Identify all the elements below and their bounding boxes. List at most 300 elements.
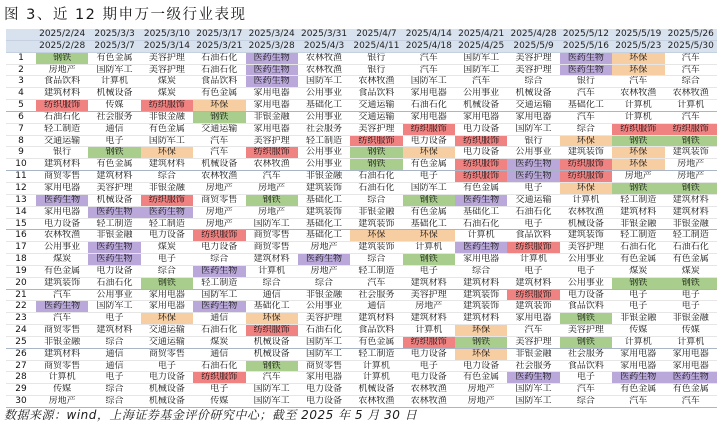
industry-cell: 医药生物 bbox=[246, 64, 298, 76]
table-row bbox=[6, 194, 717, 206]
industry-cell: 房地产 bbox=[298, 242, 350, 254]
industry-cell: 国防军工 bbox=[455, 52, 507, 64]
industry-cell: 医药生物 bbox=[665, 372, 718, 384]
industry-cell: 通信 bbox=[88, 348, 140, 360]
industry-cell: 家用电器 bbox=[403, 88, 455, 100]
industry-cell: 煤炭 bbox=[141, 88, 193, 100]
industry-cell: 电子 bbox=[88, 313, 140, 325]
industry-cell: 银行 bbox=[350, 52, 402, 64]
industry-cell: 非银金融 bbox=[507, 348, 559, 360]
industry-cell: 电子 bbox=[560, 372, 612, 384]
industry-cell: 建筑材料 bbox=[403, 313, 455, 325]
industry-cell: 汽车 bbox=[193, 147, 245, 159]
period-end-header: 2025/5/23 bbox=[612, 40, 664, 52]
table-row bbox=[6, 360, 717, 372]
industry-cell: 电力设备 bbox=[298, 384, 350, 396]
industry-cell: 电子 bbox=[665, 289, 718, 301]
industry-cell: 公用事业 bbox=[507, 147, 559, 159]
industry-cell: 银行 bbox=[350, 64, 402, 76]
industry-cell: 公用事业 bbox=[298, 301, 350, 313]
industry-cell: 有色金属 bbox=[455, 372, 507, 384]
industry-cell: 国防军工 bbox=[246, 396, 298, 408]
industry-cell: 综合 bbox=[298, 277, 350, 289]
industry-cell: 电子 bbox=[88, 372, 140, 384]
industry-cell: 非银金融 bbox=[141, 182, 193, 194]
industry-cell: 社会服务 bbox=[560, 348, 612, 360]
industry-cell: 非银金融 bbox=[246, 111, 298, 123]
period-start-header: 2025/5/19 bbox=[612, 29, 664, 40]
industry-cell: 交通运输 bbox=[507, 100, 559, 112]
industry-cell: 石油石化 bbox=[36, 111, 88, 123]
industry-cell: 房地产 bbox=[455, 384, 507, 396]
industry-cell: 电力设备 bbox=[193, 242, 245, 254]
industry-cell: 国防军工 bbox=[403, 76, 455, 88]
industry-cell: 建筑材料 bbox=[36, 159, 88, 171]
industry-cell: 综合 bbox=[141, 265, 193, 277]
period-start-header: 2025/2/24 bbox=[36, 29, 88, 40]
industry-cell: 社会服务 bbox=[298, 123, 350, 135]
industry-cell: 轻工制造 bbox=[36, 123, 88, 135]
rank-cell: 2 bbox=[6, 64, 36, 76]
industry-cell: 公用事业 bbox=[560, 254, 612, 266]
table-row bbox=[6, 100, 717, 112]
industry-cell: 电力设备 bbox=[88, 265, 140, 277]
industry-cell: 非银金融 bbox=[665, 313, 718, 325]
industry-cell: 家用电器 bbox=[612, 348, 664, 360]
industry-cell: 石油石化 bbox=[350, 182, 402, 194]
industry-cell: 医药生物 bbox=[193, 265, 245, 277]
industry-cell: 医药生物 bbox=[36, 194, 88, 206]
industry-cell: 建筑材料 bbox=[88, 325, 140, 337]
industry-cell: 钢铁 bbox=[403, 254, 455, 266]
industry-cell: 电子 bbox=[403, 171, 455, 183]
industry-cell: 房地产 bbox=[246, 206, 298, 218]
industry-cell: 建筑材料 bbox=[350, 313, 402, 325]
industry-cell: 农林牧渔 bbox=[560, 206, 612, 218]
industry-cell: 建筑装饰 bbox=[665, 147, 718, 159]
industry-cell: 电子 bbox=[403, 265, 455, 277]
industry-cell: 农林牧渔 bbox=[246, 159, 298, 171]
industry-cell: 建筑装饰 bbox=[560, 147, 612, 159]
industry-cell: 汽车 bbox=[560, 88, 612, 100]
industry-cell: 房地产 bbox=[36, 64, 88, 76]
period-end-header: 2025/4/25 bbox=[455, 40, 507, 52]
industry-cell: 环保 bbox=[612, 64, 664, 76]
rank-header-blank bbox=[6, 29, 36, 40]
industry-cell: 石油石化 bbox=[403, 100, 455, 112]
industry-cell: 商贸零售 bbox=[36, 171, 88, 183]
period-end-header: 2025/5/30 bbox=[665, 40, 718, 52]
table-row bbox=[6, 135, 717, 147]
industry-cell: 汽车 bbox=[612, 396, 664, 408]
industry-cell: 石油石化 bbox=[193, 52, 245, 64]
industry-cell: 纺织服饰 bbox=[507, 289, 559, 301]
industry-cell: 纺织服饰 bbox=[455, 135, 507, 147]
period-end-header: 2025/5/9 bbox=[507, 40, 559, 52]
table-row bbox=[6, 336, 717, 348]
table-row bbox=[6, 289, 717, 301]
industry-cell: 电力设备 bbox=[560, 289, 612, 301]
industry-cell: 建筑材料 bbox=[88, 171, 140, 183]
period-start-header: 2025/4/14 bbox=[403, 29, 455, 40]
period-end-header: 2025/4/11 bbox=[350, 40, 402, 52]
industry-cell: 建筑装饰 bbox=[350, 242, 402, 254]
industry-cell: 商贸零售 bbox=[246, 230, 298, 242]
industry-cell: 交通运输 bbox=[350, 100, 402, 112]
industry-cell: 通信 bbox=[88, 123, 140, 135]
industry-cell: 电子 bbox=[560, 265, 612, 277]
industry-cell: 家用电器 bbox=[36, 206, 88, 218]
industry-cell: 机械设备 bbox=[246, 336, 298, 348]
industry-cell: 美容护理 bbox=[507, 336, 559, 348]
industry-cell: 建筑装饰 bbox=[455, 301, 507, 313]
industry-cell: 商贸零售 bbox=[36, 360, 88, 372]
period-end-header: 2025/5/16 bbox=[560, 40, 612, 52]
industry-cell: 计算机 bbox=[403, 325, 455, 337]
industry-cell: 电力设备 bbox=[36, 218, 88, 230]
industry-cell: 公用事业 bbox=[298, 111, 350, 123]
rank-cell: 20 bbox=[6, 277, 36, 289]
rank-cell: 8 bbox=[6, 135, 36, 147]
industry-cell: 医药生物 bbox=[141, 206, 193, 218]
industry-cell: 环保 bbox=[246, 313, 298, 325]
industry-cell: 房地产 bbox=[246, 182, 298, 194]
industry-cell: 汽车 bbox=[560, 384, 612, 396]
industry-cell: 建筑装饰 bbox=[36, 277, 88, 289]
industry-cell: 煤炭 bbox=[36, 254, 88, 266]
industry-cell: 基础化工 bbox=[298, 194, 350, 206]
industry-cell: 建筑材料 bbox=[455, 313, 507, 325]
industry-cell: 轻工制造 bbox=[193, 277, 245, 289]
industry-cell: 有色金属 bbox=[665, 384, 718, 396]
industry-cell: 有色金属 bbox=[612, 254, 664, 266]
period-end-header: 2025/4/18 bbox=[403, 40, 455, 52]
industry-cell: 建筑装饰 bbox=[350, 218, 402, 230]
table-row bbox=[6, 159, 717, 171]
industry-cell: 环保 bbox=[612, 52, 664, 64]
industry-cell: 非银金融 bbox=[350, 206, 402, 218]
industry-cell: 基础化工 bbox=[298, 100, 350, 112]
industry-cell: 石油石化 bbox=[455, 218, 507, 230]
industry-cell: 公用事业 bbox=[455, 88, 507, 100]
industry-cell: 机械设备 bbox=[141, 396, 193, 408]
industry-cell: 医药生物 bbox=[88, 242, 140, 254]
industry-cell: 综合 bbox=[350, 194, 402, 206]
industry-cell: 公用事业 bbox=[298, 147, 350, 159]
industry-cell: 钢铁 bbox=[246, 194, 298, 206]
industry-cell: 房地产 bbox=[193, 182, 245, 194]
rank-cell: 3 bbox=[6, 76, 36, 88]
industry-cell: 通信 bbox=[193, 348, 245, 360]
industry-cell: 国防军工 bbox=[403, 182, 455, 194]
industry-cell: 环保 bbox=[350, 230, 402, 242]
industry-cell: 电力设备 bbox=[141, 372, 193, 384]
industry-cell: 综合 bbox=[88, 396, 140, 408]
industry-cell: 计算机 bbox=[507, 254, 559, 266]
industry-cell: 有色金属 bbox=[612, 384, 664, 396]
industry-cell: 食品饮料 bbox=[36, 76, 88, 88]
industry-cell: 建筑材料 bbox=[612, 206, 664, 218]
figure-title: 图 3、近 12 期申万一级行业表现 bbox=[4, 7, 247, 23]
industry-cell: 石油石化 bbox=[507, 206, 559, 218]
industry-cell: 公用事业 bbox=[298, 88, 350, 100]
table-body bbox=[6, 52, 717, 407]
industry-cell: 国防军工 bbox=[141, 135, 193, 147]
period-start-header: 2025/4/21 bbox=[455, 29, 507, 40]
period-start-header: 2025/3/17 bbox=[193, 29, 245, 40]
industry-cell: 汽车 bbox=[403, 52, 455, 64]
industry-cell: 轻工制造 bbox=[612, 194, 664, 206]
industry-cell: 纺织服饰 bbox=[246, 325, 298, 337]
industry-cell: 建筑材料 bbox=[246, 254, 298, 266]
industry-cell: 钢铁 bbox=[403, 194, 455, 206]
period-end-header: 2025/3/21 bbox=[193, 40, 245, 52]
industry-cell: 传媒 bbox=[193, 396, 245, 408]
industry-cell: 传媒 bbox=[88, 100, 140, 112]
industry-cell: 建筑装饰 bbox=[507, 301, 559, 313]
industry-cell: 建筑装饰 bbox=[298, 182, 350, 194]
industry-cell: 机械设备 bbox=[455, 100, 507, 112]
rank-cell: 11 bbox=[6, 171, 36, 183]
industry-cell: 环保 bbox=[612, 147, 664, 159]
industry-cell: 纺织服饰 bbox=[455, 171, 507, 183]
industry-cell: 传媒 bbox=[36, 384, 88, 396]
industry-cell: 通信 bbox=[246, 289, 298, 301]
table-row bbox=[6, 111, 717, 123]
industry-cell: 汽车 bbox=[36, 313, 88, 325]
header-row-start bbox=[6, 29, 717, 40]
industry-cell: 有色金属 bbox=[88, 52, 140, 64]
industry-cell: 电子 bbox=[141, 254, 193, 266]
industry-cell: 基础化工 bbox=[298, 218, 350, 230]
industry-cell: 医药生物 bbox=[36, 301, 88, 313]
industry-cell: 纺织服饰 bbox=[141, 194, 193, 206]
industry-cell: 非银金融 bbox=[298, 289, 350, 301]
industry-cell: 纺织服饰 bbox=[193, 230, 245, 242]
industry-cell: 石油石化 bbox=[193, 325, 245, 337]
industry-cell: 家用电器 bbox=[403, 111, 455, 123]
industry-cell: 家用电器 bbox=[455, 254, 507, 266]
industry-cell: 汽车 bbox=[455, 76, 507, 88]
industry-cell: 传媒 bbox=[665, 325, 718, 337]
rank-cell: 17 bbox=[6, 242, 36, 254]
industry-cell: 社会服务 bbox=[88, 111, 140, 123]
industry-cell: 综合 bbox=[88, 384, 140, 396]
industry-cell: 家用电器 bbox=[36, 182, 88, 194]
industry-cell: 交通运输 bbox=[141, 325, 193, 337]
industry-cell: 环保 bbox=[193, 100, 245, 112]
industry-cell: 钢铁 bbox=[560, 336, 612, 348]
table-row bbox=[6, 372, 717, 384]
industry-cell: 纺织服饰 bbox=[507, 242, 559, 254]
industry-cell: 汽车 bbox=[246, 171, 298, 183]
industry-cell: 环保 bbox=[612, 159, 664, 171]
table-row bbox=[6, 218, 717, 230]
industry-cell: 房地产 bbox=[36, 396, 88, 408]
table-row bbox=[6, 182, 717, 194]
industry-cell: 环保 bbox=[403, 230, 455, 242]
table-row bbox=[6, 265, 717, 277]
table-row bbox=[6, 313, 717, 325]
industry-cell: 轻工制造 bbox=[298, 135, 350, 147]
industry-cell: 汽车 bbox=[612, 76, 664, 88]
industry-cell: 房地产 bbox=[193, 218, 245, 230]
industry-cell: 商贸零售 bbox=[298, 360, 350, 372]
industry-cell: 钢铁 bbox=[455, 336, 507, 348]
industry-cell: 电子 bbox=[88, 135, 140, 147]
period-start-header: 2025/4/28 bbox=[507, 29, 559, 40]
industry-cell: 计算机 bbox=[665, 100, 718, 112]
industry-cell: 社会服务 bbox=[507, 360, 559, 372]
industry-cell: 有色金属 bbox=[141, 123, 193, 135]
industry-cell: 环保 bbox=[455, 348, 507, 360]
industry-cell: 美容护理 bbox=[560, 242, 612, 254]
period-start-header: 2025/3/3 bbox=[88, 29, 140, 40]
industry-cell: 煤炭 bbox=[193, 336, 245, 348]
industry-cell: 房地产 bbox=[455, 396, 507, 408]
industry-cell: 房地产 bbox=[612, 171, 664, 183]
industry-cell: 有色金属 bbox=[455, 182, 507, 194]
industry-cell: 纺织服饰 bbox=[612, 123, 664, 135]
period-end-header: 2025/3/7 bbox=[88, 40, 140, 52]
industry-cell: 汽车 bbox=[350, 277, 402, 289]
industry-cell: 食品饮料 bbox=[560, 301, 612, 313]
industry-cell: 建筑材料 bbox=[665, 206, 718, 218]
industry-cell: 家用电器 bbox=[298, 372, 350, 384]
table-row bbox=[6, 325, 717, 337]
industry-cell: 医药生物 bbox=[298, 254, 350, 266]
industry-cell: 国防军工 bbox=[507, 123, 559, 135]
industry-cell: 食品饮料 bbox=[507, 230, 559, 242]
industry-cell: 汽车 bbox=[665, 64, 718, 76]
table-row bbox=[6, 277, 717, 289]
industry-cell: 钢铁 bbox=[88, 147, 140, 159]
industry-cell: 纺织服饰 bbox=[560, 159, 612, 171]
industry-cell: 计算机 bbox=[350, 372, 402, 384]
industry-cell: 电力设备 bbox=[403, 348, 455, 360]
rank-cell: 26 bbox=[6, 348, 36, 360]
industry-cell: 医药生物 bbox=[455, 242, 507, 254]
industry-cell: 石油石化 bbox=[193, 64, 245, 76]
industry-cell: 房地产 bbox=[298, 265, 350, 277]
industry-cell: 国防军工 bbox=[507, 384, 559, 396]
industry-cell: 计算机 bbox=[246, 265, 298, 277]
industry-cell: 家用电器 bbox=[665, 360, 718, 372]
industry-cell: 银行 bbox=[560, 76, 612, 88]
rank-cell: 5 bbox=[6, 100, 36, 112]
industry-cell: 商贸零售 bbox=[36, 325, 88, 337]
period-start-header: 2025/5/26 bbox=[665, 29, 718, 40]
industry-cell: 医药生物 bbox=[507, 159, 559, 171]
industry-cell: 非银金融 bbox=[36, 336, 88, 348]
industry-cell: 汽车 bbox=[665, 396, 718, 408]
industry-cell: 商贸零售 bbox=[246, 242, 298, 254]
industry-cell: 电子 bbox=[403, 360, 455, 372]
table-row bbox=[6, 242, 717, 254]
industry-cell: 电子 bbox=[193, 384, 245, 396]
industry-cell: 美容护理 bbox=[141, 64, 193, 76]
industry-cell: 食品饮料 bbox=[350, 325, 402, 337]
table-row bbox=[6, 64, 717, 76]
industry-cell: 电力设备 bbox=[455, 123, 507, 135]
industry-cell: 汽车 bbox=[246, 372, 298, 384]
industry-cell: 建筑材料 bbox=[141, 159, 193, 171]
industry-cell: 公用事业 bbox=[36, 242, 88, 254]
industry-cell: 石油石化 bbox=[665, 242, 718, 254]
industry-cell: 国防军工 bbox=[246, 218, 298, 230]
source-note: 数据来源：wind，上海证券基金评价研究中心；截至 2025 年 5 月 30 日 bbox=[4, 408, 418, 422]
industry-cell: 食品饮料 bbox=[350, 88, 402, 100]
table-row bbox=[6, 301, 717, 313]
industry-cell: 非银金融 bbox=[298, 171, 350, 183]
industry-cell: 食品饮料 bbox=[193, 76, 245, 88]
industry-cell: 综合 bbox=[560, 396, 612, 408]
industry-cell: 钢铁 bbox=[141, 277, 193, 289]
industry-cell: 公用事业 bbox=[88, 289, 140, 301]
industry-cell: 综合 bbox=[560, 123, 612, 135]
period-start-header: 2025/3/24 bbox=[246, 29, 298, 40]
industry-cell: 计算机 bbox=[403, 242, 455, 254]
industry-cell: 电力设备 bbox=[298, 396, 350, 408]
industry-cell: 医药生物 bbox=[246, 76, 298, 88]
industry-cell: 国防军工 bbox=[88, 301, 140, 313]
industry-cell: 钢铁 bbox=[350, 147, 402, 159]
industry-cell: 非银金融 bbox=[141, 111, 193, 123]
period-start-header: 2025/5/12 bbox=[560, 29, 612, 40]
industry-cell: 农林牧渔 bbox=[350, 396, 402, 408]
industry-cell: 环保 bbox=[141, 313, 193, 325]
industry-cell: 公用事业 bbox=[560, 277, 612, 289]
industry-cell: 机械设备 bbox=[560, 218, 612, 230]
industry-cell: 汽车 bbox=[507, 325, 559, 337]
industry-cell: 国防军工 bbox=[298, 336, 350, 348]
industry-cell: 轻工制造 bbox=[350, 348, 402, 360]
industry-cell: 电子 bbox=[612, 289, 664, 301]
table-row bbox=[6, 88, 717, 100]
industry-cell: 农林牧渔 bbox=[298, 64, 350, 76]
industry-cell: 建筑材料 bbox=[403, 277, 455, 289]
industry-cell: 电力设备 bbox=[141, 230, 193, 242]
industry-cell: 计算机 bbox=[88, 76, 140, 88]
industry-cell: 石油石化 bbox=[193, 360, 245, 372]
industry-cell: 石油石化 bbox=[612, 242, 664, 254]
industry-cell: 电子 bbox=[612, 301, 664, 313]
industry-cell: 汽车 bbox=[560, 111, 612, 123]
industry-cell: 纺织服饰 bbox=[665, 123, 718, 135]
industry-cell: 美容护理 bbox=[246, 135, 298, 147]
industry-cell: 石油石化 bbox=[298, 325, 350, 337]
period-end-header: 2025/3/28 bbox=[246, 40, 298, 52]
industry-cell: 有色金属 bbox=[403, 159, 455, 171]
industry-cell: 交通运输 bbox=[507, 194, 559, 206]
industry-cell: 基础化工 bbox=[298, 230, 350, 242]
industry-cell: 医药生物 bbox=[507, 372, 559, 384]
industry-cell: 家用电器 bbox=[246, 100, 298, 112]
industry-cell: 房地产 bbox=[665, 159, 718, 171]
rank-cell: 4 bbox=[6, 88, 36, 100]
industry-cell: 建筑材料 bbox=[36, 348, 88, 360]
industry-cell: 非银金融 bbox=[612, 313, 664, 325]
industry-cell: 钢铁 bbox=[665, 182, 718, 194]
industry-cell: 家用电器 bbox=[612, 360, 664, 372]
industry-cell: 农林牧渔 bbox=[665, 88, 718, 100]
industry-cell: 环保 bbox=[560, 135, 612, 147]
industry-cell: 石油石化 bbox=[88, 277, 140, 289]
industry-cell: 环保 bbox=[455, 325, 507, 337]
industry-cell: 国防军工 bbox=[246, 384, 298, 396]
industry-cell: 计算机 bbox=[612, 111, 664, 123]
industry-cell: 计算机 bbox=[665, 336, 718, 348]
